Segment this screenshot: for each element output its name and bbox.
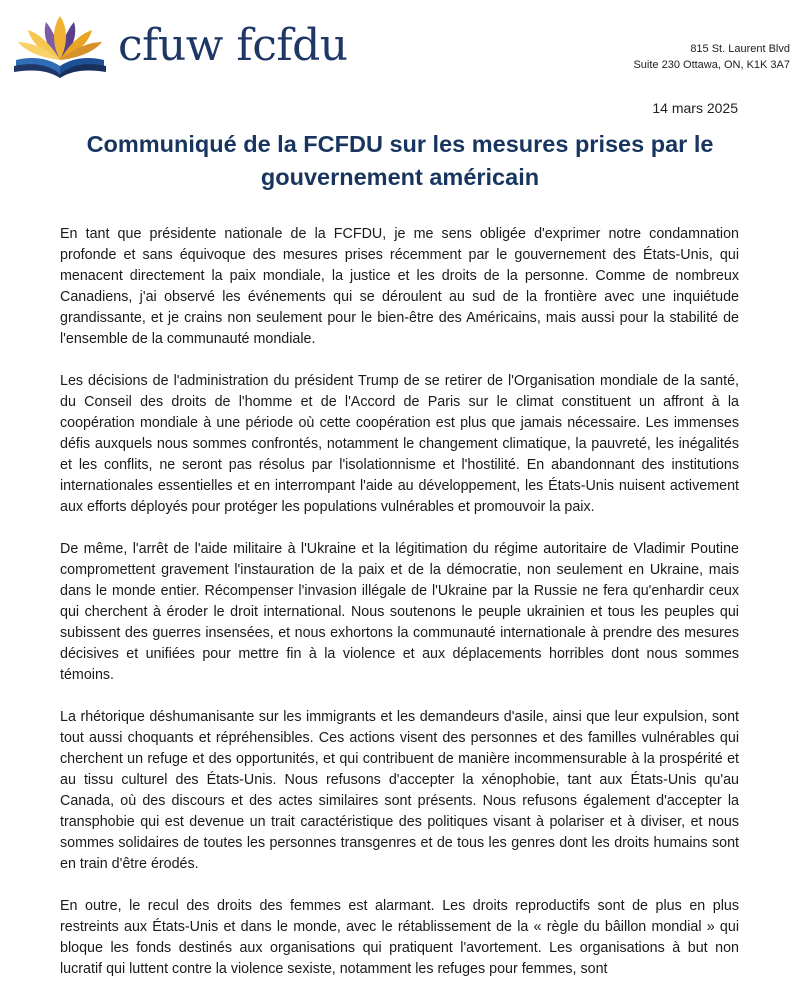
letterhead <box>0 0 800 90</box>
paragraph: Les décisions de l'administration du président Trump de se retirer de l'Organisation mondiale de la santé, du Conseil des droits de l'homme et de l'Accord de Paris sur le climat constituent un affront à la coopération mondiale à une période où cette coopération est plus que jamais nécessaire. Les immenses défis auxquels nous sommes confrontés, notamment le changement climatique, la pauvreté, les inégalités et les conflits, ne seront pas résolus par l'isolationnisme et l'hostilité. En abandonnant des institutions internationales essentielles et en interrompant l'aide au développement, les États-Unis nuisent activement aux efforts déployés pour protéger les populations vulnérables et promouvoir la paix. <box>60 373 739 515</box>
brand-wordmark: cfuw fcfdu <box>118 20 348 71</box>
document-date: 14 mars 2025 <box>652 100 738 116</box>
document-body <box>60 224 739 1001</box>
address-line-1: 815 St. Laurent Blvd <box>690 43 790 55</box>
paragraph: En tant que présidente nationale de la FCFDU, je me sens obligée d'exprimer notre condamnation profonde et sans équivoque des mesures prises récemment par le gouvernement des États-Unis, qui menacent directement la paix mondiale, la justice et les droits de la personne. Comme de nombreux Canadiens, j'ai observé les événements qui se déroulent au sud de la frontière avec une inquiétude grandissante, et je crains non seulement pour le bien-être des Américains, mais aussi pour la stabilité de l'ensemble de la communauté mondiale. <box>60 226 739 347</box>
paragraph: En outre, le recul des droits des femmes est alarmant. Les droits reproductifs sont de plus en plus restreints aux États-Unis et dans le monde, avec le rétablissement de la « règle du bâillon mondial » qui bloque les fonds destinés aux organisations qui pratiquent l'avortement. Les organisations à but non lucratif qui luttent contre la violence sexiste, notamment les refuges pour femmes, sont <box>60 898 739 977</box>
open-book-with-petals-icon <box>12 14 108 80</box>
document-title: Communiqué de la FCFDU sur les mesures prises par le gouvernement américain <box>86 131 714 190</box>
paragraph: De même, l'arrêt de l'aide militaire à l'Ukraine et la légitimation du régime autoritaire de Vladimir Poutine compromettent gravement l'instauration de la paix et de la démocratie, non seulement en Ukraine, mais dans le monde entier. Récompenser l'invasion illégale de l'Ukraine par la Russie ne fera qu'enhardir ceux qui cherchent à éroder le droit international. Nous soutenons le peuple ukrainien et tous les peuples qui subissent des guerres insensées, et nous exhortons la communauté internationale à prendre des mesures décisives et unifiées pour mettre fin à la violence et aux déplacements horribles dont nous sommes témoins. <box>60 541 739 683</box>
mailing-address <box>633 41 790 73</box>
address-line-2: Suite 230 Ottawa, ON, K1K 3A7 <box>633 59 790 71</box>
paragraph: La rhétorique déshumanisante sur les immigrants et les demandeurs d'asile, ainsi que leur expulsion, sont tout aussi choquants et répréhensibles. Ces actions visent des personnes et des familles vulnérables qui cherchent un refuge et des opportunités, et qui contribuent de manière incommensurable à la prospérité et au tissu culturel des États-Unis. Nous refusons d'accepter la xénophobie, tant aux États-Unis qu'au Canada, où des discours et des actes similaires sont présents. Nous refusons également d'accepter la transphobie qui est devenue un trait caractéristique des politiques visant à polariser et à diviser, et nous sommes solidaires de toutes les personnes transgenres et de tous les genres dont les droits humains sont en train d'être érodés. <box>60 709 739 872</box>
